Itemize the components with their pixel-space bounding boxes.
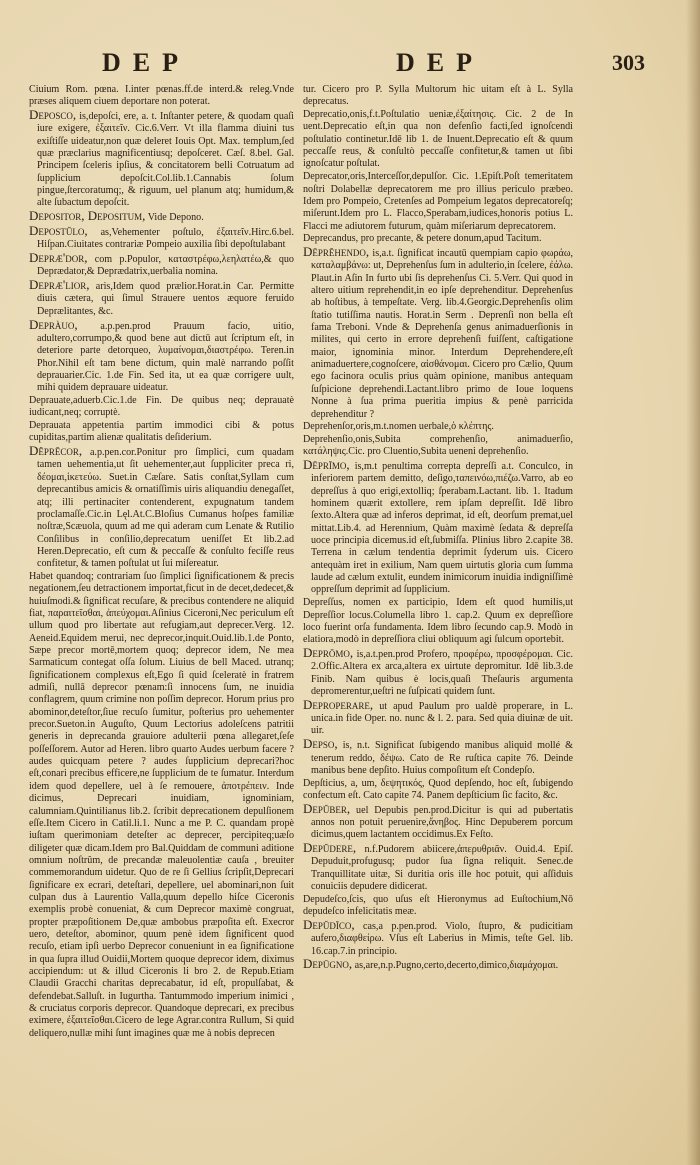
entry-text: uel Depubis pen.prod.Dicitur is qui ad pubertatis annos non potuit peruenire,ἄνηβος. Hinc Depuberem porcum dicimus,quem lactantem occidimus.Ex Feſto. xyxy=(311,804,573,841)
entry-text: n.f.Pudorem abiicere,ἀπερυθριᾶν. Ouid.4. Epiſ. Depuduit,profugusq; pudor ſua ſigna reliquit. Senec.de Tranquillitate uitæ, Si duritia oris ille hoc potuit, qui aſſiduis conuiciis depudere didicerat. xyxy=(311,844,573,893)
dictionary-entry xyxy=(303,434,573,459)
entry-headword: Depræ'lior, xyxy=(29,277,90,293)
entry-text: is, n.t. Significat ſubigendo manibus aliquid mollé & tenerum reddo, δέψω. Cato de Re ruſtica capite 76. Deinde manibus bene depſito. Huius compoſitum eſt Condepſo. xyxy=(311,740,573,776)
right-column xyxy=(303,84,573,973)
dictionary-entry xyxy=(303,916,573,958)
dictionary-entry xyxy=(29,222,294,252)
dictionary-entry xyxy=(303,958,573,972)
dictionary-entry xyxy=(303,246,573,421)
entry-text: is,a.t.pen.prod Profero, προφέρω, προσφέρομαι. Cic. 2.Offic.Altera ex arca,altera ex uirtute depromitur. Idē lib.3.de Finib. Nam quibus è locis,quaſi Theſauris argumenta depromerentur,ueſtri ne ſuſpicati quidem ſunt. xyxy=(311,648,573,698)
dictionary-entry xyxy=(303,171,573,233)
entry-text: is,depoſci, ere, a. t. Inſtanter petere, & quodam quaſi iure exigere, ἐξαιτεῖν. Cic.6.Verr. Vt illa flamma diuini tus exiſtiſſe uideatur,non quæ deleret Iouis Opt. Max. templum,ſed quæ præclarius magnificentiusq; depoſceret. Cæſ. 8.bel. Gal. Principem ſceleris ipſius, & concitatorem belli Cotruatum ad ſupplicium depoſcit.Col.lib.1.Cannabis ſolum pingue,ſtercoratumq;, & riguum, uel planum atq; humidum,& alte ſubactum depoſcit. xyxy=(37,111,294,209)
entry-text: a.p.pen.prod Prauum facio, uitio, adultero,corrumpo,& quod bene aut dictū aut ſcriptum eſt, in deteriore parte detorqueo, λυμαίνομαι,διαστρέφω. Teren.in Phor.Nihil eſt tam bene dictum, quin malè narrando poſſit deprauarier.Cic. 1.de Fin. Sed ita, ut ea quæ corrigere uult, mihi quidem deprauare uideatur. xyxy=(37,320,294,394)
dictionary-entry xyxy=(303,459,573,597)
entry-text: cas,a p.pen.prod. Violo, ſtupro, & pudicitiam aufero,διαφθείρω. Vſus eſt Laberius in Mimis, teſte Gel. lib. 16.cap.7.in principio. xyxy=(311,920,573,957)
running-head-right: DEP xyxy=(396,48,484,77)
entry-headword: Depoſtŭlo, xyxy=(29,222,88,238)
entry-headword: Depràuo, xyxy=(29,316,78,332)
entry-headword: Depŭdīco, xyxy=(303,916,355,932)
dictionary-entry xyxy=(29,420,294,445)
entry-text: aris,Idem quod prælior.Horat.in Car. Permitte diuis cætera, qui ſimul Strauere uentos æquore feruido Deprælitantes, &c. xyxy=(37,281,294,317)
dictionary-entry xyxy=(303,696,573,738)
entry-text: Deprehenſio,onis,Subita comprehenſio, animaduerſio, κατάληψις.Cic. pro Cluentio,Subita ueneni deprehenſio. xyxy=(303,433,573,458)
entry-text: a.p.pen.cor.Ponitur pro ſimplici, cum quadam tamen uehementia,ut ſit uehementer,aut ſuppliciter preca ri, δέομαι,ἱκετεύω. Suet.in Cæſare. Satis conſtat,Syllam cum deprecantibus amicis & ornatiſſimis uiris aliquandiu denegaſſet, atq; illi pertinaciter contenderent, expugnatum tandem proclamaſſe.Cic.in Lęl.At.C.Bloſius Cumanus hoſpes familiæ noſtræ,Scæuola, quum ad me qui aderam cum Lenate & Rutilio Conſilibus in conſilio,deprecatum ueniſſet Et lib.2.ad Heren.Deprecatio, eſt cum & peccaſſe & conſulto feciſſe reus confitetur, & tamen poſtulat ut ſui miſereatur. xyxy=(37,447,294,570)
entry-text: Deprecatio,onis,f.t.Poſtulatio ueniæ,ἐξαίτησις. Cic. 2 de In uent.Deprecatio eſt,in qua non defenſio facti,ſed ignoſcendi poſtulatio continetur.Idē lib 1. de Inuent.Deprecatio eſt & quum peccaſſe reus, & conſultò peccaſſe confitetur,& tamen ut ſibi ignoſcatur poſtulat. xyxy=(303,109,573,170)
left-column xyxy=(29,84,294,1040)
entry-text: Habet quandoq; contrariam ſuo ſimplici ſignificationem & precis negationem,ſeu detractionem importat,ficut in de decet,dedecet,& huiuſmodi.& ſignificat recuſare, & precibus contendere ne aliquid fiat, παραιτεῖσθαι, ἀπεύχομαι.Aſinius Ciceroni,Nec periculum eſt ullum quod pro libertate aut refugiam,aut deprecer.Verg. 12. Aeneid.Equidem merui, nec deprecor,inquit.Ouid.lib.1.de Ponto, Sæpe precor mortē,mortem quoq; deprecor idem, Ne mea Sarmaticum contegat oſſa ſolum. Liuius de bell Maced. utranq; ſignificationem complexus eſt,Ego ſi quid ſceleratè in fratrem admiſi, nullā deprecor pœnam:ſi innocens ſum, ne inuidia conflagrem, quum crimine non poſſim deprecor. Horum prius pro abominor,deteſtor,ſiue recuſo ſumitur, poſterius pro uehementer precor.Sueton.in Auguſto, Quum Lectorius adoleſcens patritii generis in deprecanda grauiore adulterii pœna allegaret,ſeſe poſſeſſorem. Autor ad Heren. libro quarto Audes uerbum facere ? audes quicquam petere ? audes ſupplicium deprecari?hoc eſt,conari precibus efficere,ne ſupplicium de te ſumatur. Interdum idem quod depellere, uel à ſe remouere, ἀποτρέπειν. Inde dicimus, Deprecari inuidiam, ignominiam, calumniam.Quintilianus lib.2. ſcribit deprecationem depulſionem eſſe.Item Cicero in Catil.li.1. Nunc a me P. C. quandam propè iuſtam querimoniam deteſter ac deprecer, percipiteq;uæſo diligeter quæ dicam.Idem pro Bal.Quiddam de communi aditione omnium noſtrûm, de precandæ maleuolentiæ cauſa , breuiter commemorandum uidetur. Quo de re ſi Gellius ſcripſit,Deprecari ſignificare ex ecrari, deteſtari, depellere, uel abominari,non ſuit culpan dus à Laurentio Valla,quum depello hiſce Ciceronis exemplis probè conueniat, & cum Deprecor maximè congruat, propter præpoſitionem De,quæ ambobus præpoſita eſt. Execror uero, deteſtor, abominor, quum penè idem ſignificent quod recuſo, etiam ipſi uerbo Deprecor conueniunt in ea ſignificatione in qua ſupra illud Ouidii,Mortem quoque deprecor idem, diximus accipiendum: ut & illud Ciceronis li bro 2. de Repub.Etiam Claudii Gracchi charitas deprecabatur, id eſt, propulſabat, & defendebat.Salluſt. in Iugurtha. Tantummodo imperium inimici , & cruciatus corporis deprecor. Quandoque deprecari, ex precibus eximere, ἐξαιτεῖσθαι.Cicero de lege Agrar.contra Rullum, Si quid deliquero,nullæ mihi ſunt imagines quæ me à nobis deprecen xyxy=(29,570,294,1039)
dictionary-entry xyxy=(29,109,294,210)
dictionary-entry xyxy=(303,109,573,171)
dictionary-entry xyxy=(303,597,573,646)
entry-headword: Depūgno, xyxy=(303,956,353,972)
dictionary-entry xyxy=(29,279,294,318)
entry-headword: Dēprĕhendo, xyxy=(303,244,370,260)
entry-headword: Dēprĭmo, xyxy=(303,457,350,473)
entry-headword: Depoſitor, Depoſitum, xyxy=(29,208,146,224)
entry-text: Vide Depono. xyxy=(147,212,204,224)
dictionary-entry xyxy=(303,421,573,433)
dictionary-entry xyxy=(29,316,294,395)
dictionary-entry xyxy=(303,778,573,803)
dictionary-entry xyxy=(303,738,573,777)
dictionary-entry xyxy=(29,445,294,570)
dictionary-entry xyxy=(29,395,294,420)
entry-text: Deprecandus, pro precante, & petere donum,apud Tacitum. xyxy=(303,233,542,245)
dictionary-entry xyxy=(29,252,294,279)
page-gutter-shadow xyxy=(686,0,700,1165)
entry-text: tur. Cicero pro P. Sylla Multorum hic uitam eſt à L. Sylla deprecatus. xyxy=(303,84,573,108)
entry-text: is,m.t penultima correpta depreſſi a.t. Conculco, in inferiorem partem demitto, deſigo,ταπεινόω,πιέζω.Varro, ab eo depreſſus à quo erigi,extolliq; ſperabam.Lactant. lib. 1. Itadum hominem quærit extollere, rem ipſam depreſſit. Idē libro ſexto.Altera quæ ad inferos deprimat, id eſt, deorſum premat,uel mittat.Lib.4. ad Herennium, Quàm maximè ſedata & depreſſa uoce principia dicemus.id eſt,ſubmiſſa. Plinius libro 2.capite 38. Terrena in cælum tendentia deprimit ſyderum uis. Cicero antequàm iret in exilium, Nam quem uirtutis gloria cum ſumma laude ad cælum extulit, eundem inimicorum inuidia indigniſſimè oppreſſum deprimit ad ſupplicium. xyxy=(311,461,573,596)
dictionary-entry xyxy=(303,894,573,919)
entry-headword: Depſo, xyxy=(303,736,338,752)
running-head-left: DEP xyxy=(102,48,190,77)
page-header xyxy=(0,48,700,82)
entry-headword: Depŭber, xyxy=(303,800,351,816)
entry-text: Deprecator,oris,Interceſſor,depulſor. Cic. 1.Epiſt.Poſt temeritatem noſtri Dolabellæ deprecatorem me pro illius periculo præbeo. Idem pro Pompeio, Cretenſes ad Pompeium legatos deprecatoreſq; miſerunt.Idem pro L. Flacco,Sperabam,iudices,honoris potius L. Flacci me adiutorem futurum, quàm miſeriarum deprecatorem. xyxy=(303,171,573,232)
dictionary-entry xyxy=(303,842,573,893)
entry-headword: Deproperare, xyxy=(303,696,374,712)
dictionary-entry xyxy=(303,644,573,698)
entry-text: ut apud Paulum pro ualdè properare, in L. unica.in fide Oper. no. nunc & l. 2. para. Sed quia diuinæ de uit. uir. xyxy=(311,700,573,737)
entry-headword: Depŭdere, xyxy=(303,840,357,856)
entry-headword: Depræ'dor, xyxy=(29,250,88,266)
dictionary-entry xyxy=(29,84,294,109)
entry-text: as,are,n.p.Pugno,certo,decerto,dimico,διαμάχομαι. xyxy=(354,960,559,972)
entry-text: Deprehenſor,oris,m.t.nomen uerbale,ὁ κλέπτης. xyxy=(303,421,494,433)
entry-text: Depſticius, a, um, δεψητικός, Quod depſendo, hoc eſt, ſubigendo confectum eſt. Cato capite 74. Panem depſticium ſic facito, &c. xyxy=(303,777,573,801)
entry-text: as,Vehementer poſtulo, ἐξαιτεῖν.Hirc.6.bel. Hiſpan.Ciuitates contrariæ Pompeio auxilia ſibi depoſtulabant xyxy=(37,226,294,251)
dictionary-entry xyxy=(303,84,573,109)
entry-headword: Deprōmo, xyxy=(303,644,354,660)
dictionary-entry xyxy=(303,800,573,842)
entry-text: Deprauata appetentia partim immodici cibi & potus cupiditas,partim alienæ qualitatis deſiderium. xyxy=(29,420,294,444)
entry-headword: Dĕprĕcor, xyxy=(29,443,83,459)
dictionary-entry xyxy=(29,571,294,1040)
entry-text: is,a.t. ſignificat incautū quempiam capio φωράω, καταλαμβάνω: ut, Deprehenſus ſum in adulterio,in ſcelere, ἐάλω. Plaut.in Aſin In furto ubi ſis deprehenſus Ci. 5.Verr. Qui quod in altero uitium reprehendit,in eo ipſe deprehenditur. Deprehenſus ab hoſtibus, à tempeſtate. Verg. lib.4.Georgic.Deprehenſis olim ſtatio tutiſſima nautis. Horat.in Serm . Deprenſi non bella eſt fama Treboni. Vnde & Deprehenſa genus animaduerſionis in milites, qui certo in errore deprehenſi fuiſſent, caſtigatione maior, ignominia minor. Interdum Deprehendere,eſt animaduertere,cognoſcere, αἰσθάνομαι. Cicero pro Cælio, Quum ego facinora oculis prius quàm opinione, manibus antequam ſuſpicione deprehendi.Lactant.libro primo de Ioue loquens Nonne à ſua prima pueritia impius & penè parricida deprehenditur ? xyxy=(311,248,573,420)
entry-headword: Depoſco, xyxy=(29,107,77,123)
entry-text: Depreſſus, nomen ex participio, Idem eſt quod humilis,ut Depreſſior locus.Columella libro 1. cap.2. Quum ex depreſſiore loco fuerint orſa fundamenta. Idem libro ſecundo cap.9. Modò in elatiora,modò in depreſſiora cliui obliquum agi ſulcum oportebit. xyxy=(303,597,573,646)
entry-text: com p.Populor, καταστρέφω,λεηλατέω,& quo Deprædator,& Deprædatrix,uerbalia nomina. xyxy=(37,254,294,278)
entry-text: Deprauate,aduerb.Cic.1.de Fin. De quibus neq; deprauatè iudicant,neq; corruptè. xyxy=(29,394,294,419)
entry-text: Depudeſco,ſcis, quo uſus eſt Hieronymus ad Euſtochium,Nō depudeſco infelicitatis meæ. xyxy=(303,893,573,918)
entry-text: Ciuium Rom. pœna. I.inter pœnas.ff.de interd.& releg.Vnde præses aliquem ciuem deportare non poterat. xyxy=(29,84,294,108)
page-number: 303 xyxy=(612,50,645,75)
